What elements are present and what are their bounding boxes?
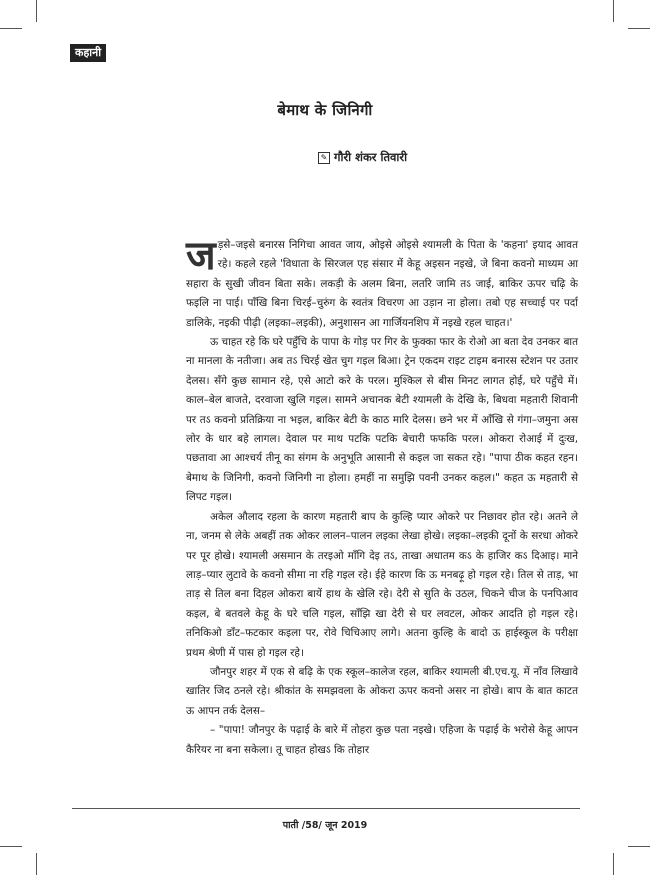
- paragraph: जौनपुर शहर में एक से बढ़ि के एक स्कूल–कालेज रहल, बाकिर श्यामली बी.एच.यू. में नाँव लिखावे खातिर जिद ठनले रहे। श्रीकांत के समझवला के ओकरा ऊपर कवनो असर ना होखे। बाप के बात काटत ऊ आपन तर्क देलस–: [186, 665, 578, 717]
- crop-mark: [628, 28, 650, 29]
- section-tag: कहानी: [70, 44, 106, 62]
- crop-mark: [36, 0, 37, 22]
- drop-cap: ज: [186, 233, 216, 279]
- crop-mark: [36, 853, 37, 875]
- story-body: [186, 233, 578, 760]
- footer-rule: [72, 808, 580, 809]
- paragraph: ऊ चाहत रहे कि घरे पहुँचि के पापा के गोड़ पर गिर के फुक्का फार के रोओ आ बता देव उनकर बात ना मानला के नतीजा। अब तऽ चिरई खेत चुग गइल बिआ। ट्रेन एकदम राइट टाइम बनारस स्टेशन पर उतार देलस। सँगे कुछ सामान रहे, एसे आटो करे के परल। मुश्किल से बीस मिनट लागत होई, घरे पहुँचे में। काल–बेल बाजते, दरवाजा खुलि गइल। सामने अचानक बेटी श्यामली के देखि के, बिधवा महतारी शिवानी पर तऽ कवनो प्रतिक्रिया ना भइल, बाकिर बेटी के काठ मारि देलस। छने भर में आँखि से गंगा–जमुना अस लोर के धार बहे लागल। देवाल पर माथ पटकि पटकि बेचारी फफकि परल। ओकरा रोआई में दुःख, पछतावा आ आश्चर्य तीनू का संगम के अनुभूति आसानी से कइल जा सकत रहे। "पापा ठीक कहत रहन। बेमाथ के जिनिगी, कवनो जिनिगी ना होला। हमहीं ना समुझि पवनी उनकर कहल।" कहत ऊ महतारी से लिपट गइल।: [186, 336, 578, 504]
- crop-mark: [628, 846, 650, 847]
- crop-mark: [613, 853, 614, 875]
- paragraph: अकेल औलाद रहला के कारण महतारी बाप के कुल्हि प्यार ओकरे पर निछावर होत रहे। अतने ले ना, जनम से लेके अबहीं तक ओकर लालन–पालन लइका लेखा होखे। लइका–लइकी दूनों के सरधा ओकरे पर पूर होखे। श्यामली असमान के तरइओ माँगि देइ तऽ, ताखा अधातम कऽ के हाजिर कऽ दिआइ। माने लाड़–प्यार लुटावे के कवनो सीमा ना रहि गइल रहे। ईहे कारण कि ऊ मनबढ़ू हो गइल रहे। तिल से ताड़, भा ताड़ से तिल बना दिहल ओकरा बायें हाथ के खेलि रहे। देरी से सुति के उठल, चिकने चीज के पनपिआव कइल, बे बतवले केहू के घरे चलि गइल, साँझि खा देरी से घर लवटल, ओकर आदति हो गइल रहे। तनिकिओ डाँट–फटकार कइला पर, रोवे चिचिआए लागे। अतना कुल्हि के बादो ऊ हाईस्कूल के परीक्षा प्रथम श्रेणी में पास हो गइल रहे।: [186, 510, 578, 659]
- paragraph: जड़से–जइसे बनारस निगिचा आवत जाय, ओइसे ओइसे श्यामली के पिता के 'कहना' इयाद आवत रहे। कहले रहले 'विधाता के सिरजल एह संसार में केहू अइसन नइखे, जे बिना कवनो माध्यम आ सहारा के सुखी जीवन बिता सके। लकड़ी के अलम बिना, लतरि जामि तऽ जाई, बाकिर ऊपर चढ़ि के फइलि ना पाई। पाँखि बिना चिरई–चुरुंग के स्वतंत्र विचरण आ उड़ान ना होला। तबो एह सच्चाई पर पर्दा डालिके, नइकी पीढ़ी (लइका–लइकी), अनुशासन आ गार्जियनशिप में नइखे रहल चाहत।': [186, 233, 578, 329]
- author-name: गौरी शंकर तिवारी: [334, 150, 408, 164]
- pen-icon: ✎: [318, 152, 330, 164]
- paragraph: – "पापा! जौनपुर के पढ़ाई के बारे में तोहरा कुछ पता नइखे। एहिजा के पढ़ाई के भरोसे केहू आपन कैरियर ना बना सकेला। तू चाहत होखऽ कि तोहार: [186, 724, 578, 756]
- story-title: बेमाथ के जिनिगी: [277, 101, 373, 119]
- crop-mark: [0, 28, 22, 29]
- author-byline: [318, 150, 407, 165]
- page-footer: पाती /58/ जून 2019: [282, 820, 368, 831]
- crop-mark: [0, 846, 22, 847]
- crop-mark: [613, 0, 614, 22]
